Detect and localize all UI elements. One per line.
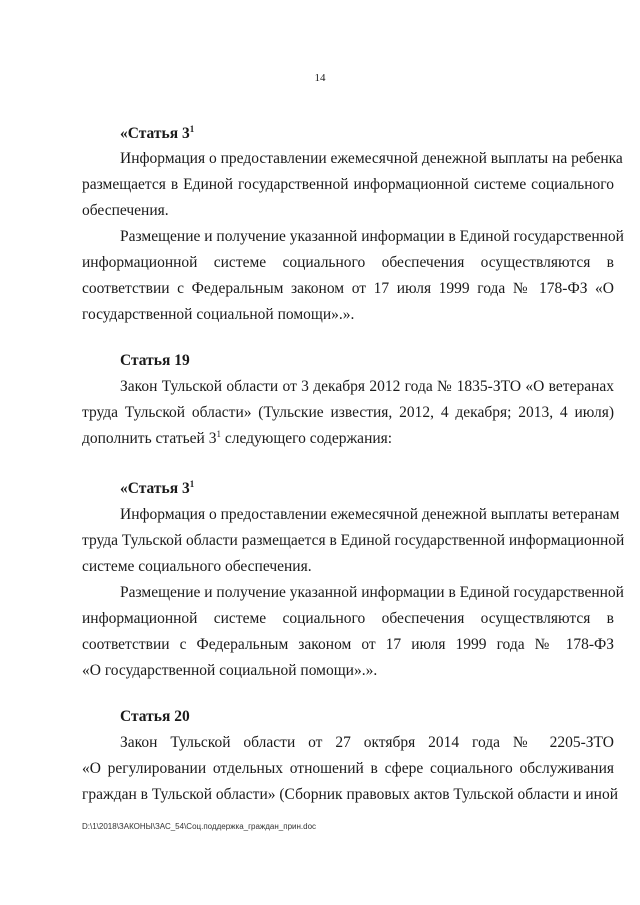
paragraph-line: размещается в Единой государственной информационной системе социального [82, 176, 614, 193]
paragraph-line [82, 430, 614, 448]
text-span: следующего содержания: [220, 430, 393, 447]
paragraph-line: Размещение и получение указанной информации в Единой государственной [120, 584, 624, 601]
file-path-footer: D:\1\2018\ЗАКОНЫ\ЗАС_54\Соц.поддержка_граждан_прин.doc [82, 822, 317, 831]
article-heading [120, 125, 194, 143]
paragraph-line: Размещение и получение указанной информации в Единой государственной [120, 228, 624, 245]
article-heading-text: «Статья 3 [120, 125, 190, 142]
paragraph-line: «О регулировании отдельных отношений в сфере социального обслуживания [82, 760, 614, 777]
article-heading: Статья 19 [120, 352, 190, 369]
page-number: 14 [314, 72, 326, 84]
paragraph-line: системе социального обеспечения. [82, 558, 312, 575]
paragraph-line: соответствии с Федеральным законом от 17 июля 1999 года № 178-ФЗ [82, 636, 614, 653]
paragraph-line: обеспечения. [82, 202, 169, 219]
paragraph-line: труда Тульской области размещается в Единой государственной информационной [82, 532, 625, 549]
paragraph-line: Информация о предоставлении ежемесячной денежной выплаты на ребенка [120, 150, 623, 167]
superscript: 1 [216, 429, 221, 439]
paragraph-line: информационной системе социального обеспечения осуществляются в [82, 610, 614, 627]
article-heading-text: «Статья 3 [120, 480, 190, 497]
superscript: 1 [189, 124, 195, 134]
paragraph-line: «О государственной социальной помощи».». [82, 662, 378, 679]
paragraph-line: граждан в Тульской области» (Сборник правовых актов Тульской области и иной [82, 786, 619, 803]
paragraph-line: государственной социальной помощи».». [82, 306, 355, 323]
article-heading [120, 480, 194, 498]
paragraph-line: информационной системе социального обеспечения осуществляются в [82, 254, 614, 271]
superscript: 1 [189, 479, 195, 489]
article-heading: Статья 20 [120, 708, 190, 725]
paragraph-line: труда Тульской области» (Тульские известия, 2012, 4 декабря; 2013, 4 июля) [82, 404, 614, 421]
paragraph-line: Закон Тульской области от 27 октября 2014 года № 2205-ЗТО [120, 734, 614, 751]
paragraph-line: Информация о предоставлении ежемесячной денежной выплаты ветеранам [120, 506, 620, 523]
paragraph-line: соответствии с Федеральным законом от 17 июля 1999 года № 178-ФЗ «О [82, 280, 614, 297]
paragraph-line: Закон Тульской области от 3 декабря 2012 года № 1835-ЗТО «О ветеранах [120, 378, 614, 395]
text-span: дополнить статьей 3 [82, 430, 217, 447]
